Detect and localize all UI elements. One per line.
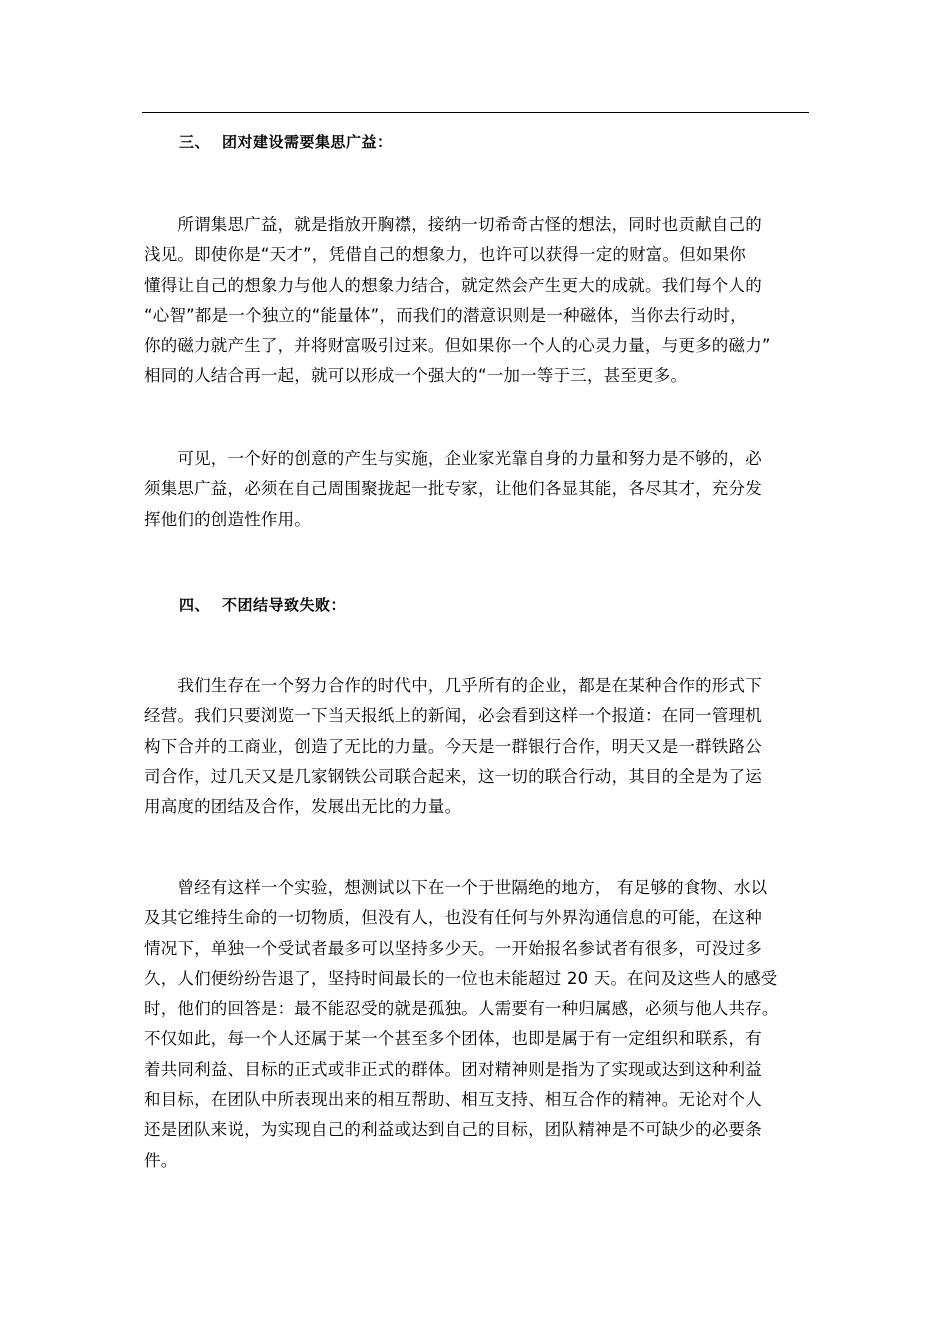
text-line: 构下合并的工商业，创造了无比的力量。今天是一群银行合作，明天又是一群铁路公 xyxy=(144,736,762,756)
text-line: 时，他们的回答是：最不能忍受的就是孤独。人需要有一种归属感，必须与他人共存。 xyxy=(144,999,779,1019)
text-line: 经营。我们只要浏览一下当天报纸上的新闻，必会看到这样一个报道：在同一管理机 xyxy=(144,706,762,726)
text-line: 懂得让自己的想象力与他人的想象力结合，就定然会产生更大的成就。我们每个人的 xyxy=(144,275,762,295)
text-line: 还是团队来说，为实现自己的利益或达到自己的目标，团队精神是不可缺少的必要条 xyxy=(144,1120,762,1140)
text-line: 着共同利益、目标的正式或非正式的群体。团对精神则是指为了实现或达到这种利益 xyxy=(144,1059,762,1079)
section-number: 四、 xyxy=(179,596,211,614)
paragraph-cooperation-era xyxy=(144,671,824,822)
text-line: 你的磁力就产生了，并将财富吸引过来。但如果你一个人的心灵力量，与更多的磁力” xyxy=(144,336,771,356)
text-line: 曾经有这样一个实验，想测试以下在一个于世隔绝的地方， 有足够的食物、水以 xyxy=(144,878,768,897)
text-line: 须集思广益，必须在自己周围聚拢起一批专家，让他们各显其能，各尽其才，充分发 xyxy=(144,479,762,499)
text-line: 情况下，单独一个受试者最多可以坚持多少天。一开始报名参试者有很多，可没过多 xyxy=(144,938,762,958)
paragraph-brainstorming xyxy=(144,210,824,392)
paragraph-isolation-experiment xyxy=(144,873,824,1176)
text-line: 可见，一个好的创意的产生与实施，企业家光靠自身的力量和努力是不够的，必 xyxy=(144,449,762,468)
text-line: 不仅如此，每一个人还属于某一个甚至多个团体，也即是属于有一定组织和联系，有 xyxy=(144,1029,762,1049)
section-title: 团对建设需要集思广益： xyxy=(222,133,393,151)
text-line: 相同的人结合再一起，就可以形成一个强大的“一加一等于三，甚至更多。 xyxy=(144,366,688,386)
text-line: 我们生存在一个努力合作的时代中，几乎所有的企业，都是在某种合作的形式下 xyxy=(144,676,762,695)
text-line: 所谓集思广益，就是指放开胸襟，接纳一切希奇古怪的想法，同时也贡献自己的 xyxy=(144,215,762,234)
text-line: 挥他们的创造性作用。 xyxy=(144,509,311,529)
section-title: 不团结导致失败： xyxy=(222,596,347,614)
text-line: 和目标，在团队中所表现出来的相互帮助、相互支持、相互合作的精神。无论对个人 xyxy=(144,1090,762,1110)
section-heading-4 xyxy=(179,595,346,615)
section-number: 三、 xyxy=(179,133,211,151)
section-heading-3 xyxy=(179,132,393,152)
text-line: 用高度的团结及合作，发展出无比的力量。 xyxy=(144,797,462,817)
header-divider xyxy=(142,112,809,113)
text-line: 浅见。即使你是“天才”，凭借自己的想象力，也许可以获得一定的财富。但如果你 xyxy=(144,245,746,265)
text-line: “心智”都是一个独立的“能量体”，而我们的潜意识则是一种磁体，当你去行动时， xyxy=(144,305,747,325)
text-line: 件。 xyxy=(144,1150,178,1170)
paragraph-entrepreneur xyxy=(144,444,824,535)
text-line: 及其它维持生命的一切物质，但没有人，也没有任何与外界沟通信息的可能，在这种 xyxy=(144,908,762,928)
text-line: 司合作，过几天又是几家钢铁公司联合起来，这一切的联合行动，其目的全是为了运 xyxy=(144,766,762,786)
text-line: 久，人们便纷纷告退了，坚持时间最长的一位也未能超过 20 天。在问及这些人的感受 xyxy=(144,968,778,988)
